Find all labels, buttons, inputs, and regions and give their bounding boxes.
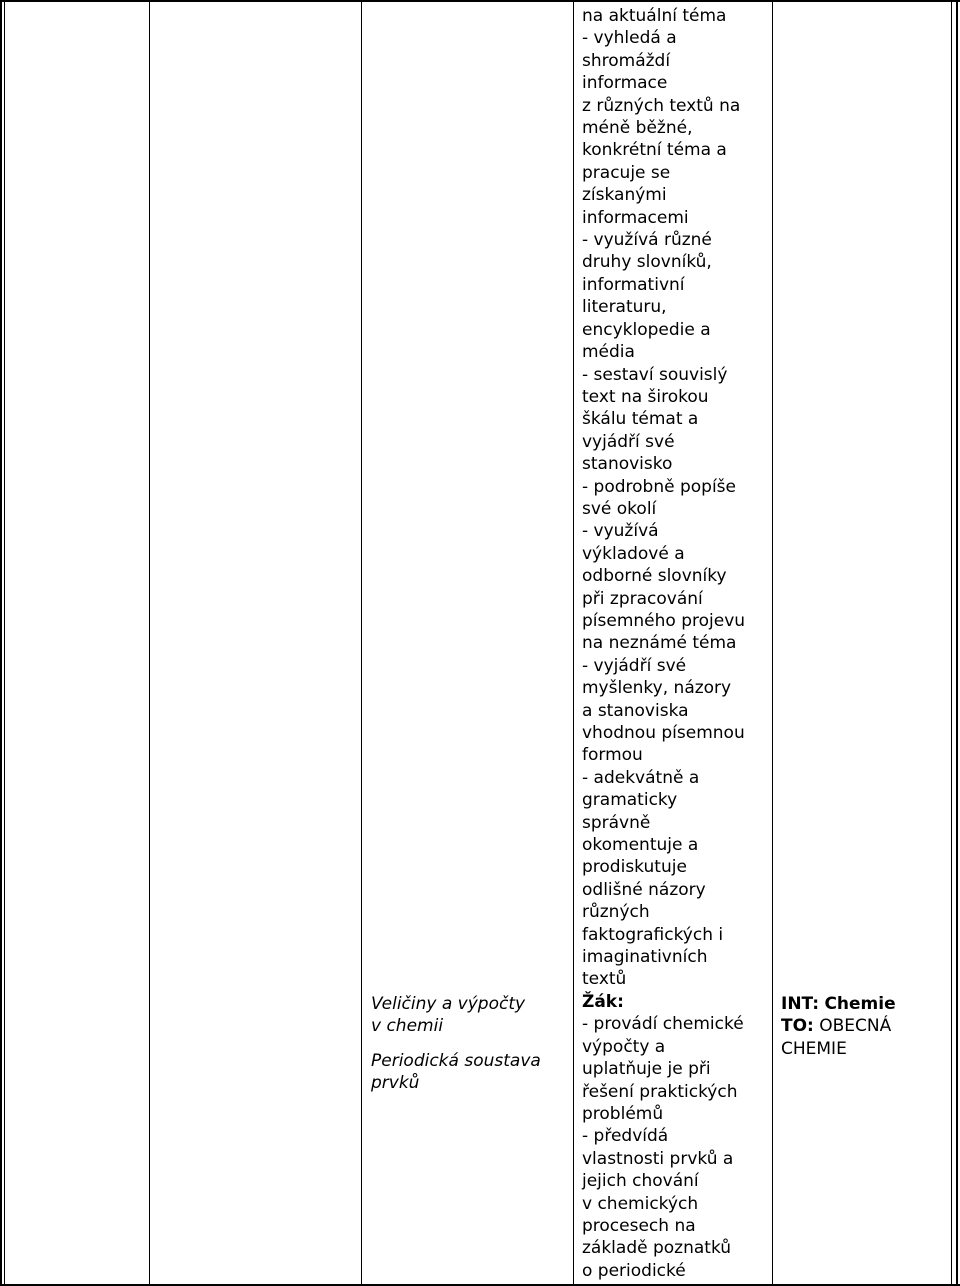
outcome-line: média [582,342,635,363]
outcome-line: literaturu, [582,297,667,318]
int-value: Chemie [824,994,896,1014]
outcome-line: - sestaví souvislý [582,364,728,385]
outcome-line: druhy slovníků, [582,252,712,273]
outcome-line: shromáždí [582,50,671,71]
outcome-line: pracuje se [582,162,671,183]
topic-periodic-table: Periodická soustava prvků [371,1050,541,1094]
outcome-line: své okolí [582,498,657,519]
topic-quantities: Veličiny a výpočty v chemii [371,994,526,1037]
outcome-line: textů [582,969,627,990]
outcome-line: informativní [582,274,685,295]
outcome-line: konkrétní téma a [582,140,727,161]
outcome-line: vhodnou písemnou [582,723,745,743]
outcome-line: encyklopedie a [582,319,711,340]
to-entry [781,1015,951,1037]
outcome-line: na neznámé téma [582,633,737,654]
outcome-line: prodiskutuje [582,857,687,878]
outcome-line: - využívá [582,521,659,542]
outcome-line: výpočty a [582,1036,666,1057]
outcome-line: - provádí chemické [582,1014,744,1035]
outcome-line: základě poznatků [582,1238,732,1259]
outcome-line: - adekvátně a [582,767,700,788]
table-border-left-inner [4,0,5,1286]
table-border-top [0,0,960,2]
outcome-line: různých [582,902,650,923]
outcome-line: písemného projevu [582,610,746,631]
column-divider-4 [772,0,773,1286]
outcome-line: odborné slovníky [582,566,727,587]
outcome-line: vlastnosti prvků a [582,1148,734,1169]
outcomes-cell [582,5,772,1282]
outcome-line: text na širokou [582,386,709,407]
outcome-line: informace [582,73,668,94]
outcome-line: uplatňuje je při [582,1059,711,1080]
outcome-line: imaginativních [582,947,708,968]
to-value-continued: CHEMIE [781,1038,847,1059]
outcome-line: - podrobně popíše [582,476,736,497]
column-divider-2 [361,0,362,1286]
outcome-line: vyjádří své [582,431,675,452]
outcome-line: formou [582,745,643,766]
column-divider-1 [149,0,150,1286]
column-divider-3 [573,0,574,1286]
column-divider-5 [951,0,952,1286]
outcome-line: na aktuální téma [582,6,727,26]
outcome-line: myšlenky, názory [582,678,732,699]
int-label: INT: [781,994,820,1014]
topics-cell [371,993,561,1095]
outcome-line: získanými [582,185,667,206]
table-border-right [956,0,958,1286]
cross-curricular-cell [781,993,951,1060]
outcome-line: gramaticky [582,790,678,811]
outcome-line: řešení praktických [582,1081,738,1102]
outcome-line: informacemi [582,207,689,228]
outcome-line: jejich chování [582,1171,699,1192]
outcomes-previous-subject [582,5,772,991]
to-value: OBECNÁ [819,1016,892,1037]
student-heading: Žák: [582,991,624,1012]
table-border-left [0,0,2,1286]
int-entry [781,993,951,1015]
outcome-line: faktografických i [582,924,724,945]
to-label: TO: [781,1016,814,1037]
outcome-line: - vyjádří své [582,655,687,676]
outcome-line: problémů [582,1103,664,1124]
outcome-line: - vyhledá a [582,28,677,49]
outcome-line: méně běžné, [582,118,693,139]
outcome-line: při zpracování [582,588,703,609]
outcome-line: a stanoviska [582,700,689,721]
outcome-line: - předvídá [582,1126,669,1147]
outcome-line: procesech na [582,1215,696,1236]
outcome-line: škálu témat a [582,409,699,430]
outcome-line: správně [582,812,651,833]
outcome-line: o periodické [582,1260,686,1281]
outcome-line: výkladové a [582,543,685,564]
outcomes-chemistry [582,1013,772,1282]
outcome-line: stanovisko [582,454,673,475]
outcome-line: okomentuje a [582,835,699,856]
outcome-line: - využívá různé [582,230,712,251]
outcome-line: v chemických [582,1193,699,1214]
outcome-line: z různých textů na [582,95,741,116]
outcome-line: odlišné názory [582,879,706,900]
